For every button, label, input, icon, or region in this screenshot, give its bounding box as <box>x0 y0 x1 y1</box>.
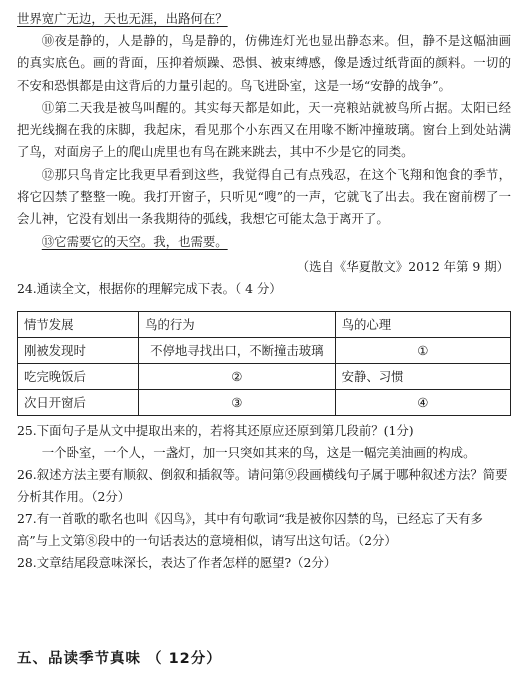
document-page <box>17 8 511 574</box>
answer-blank-1[interactable]: ① <box>335 337 510 363</box>
question-27: 27.有一首歌的歌名也叫《囚鸟》，其中有句歌词“我是被你囚禁的鸟，已经忘了天有多高”与上文第⑧段中的一句话表达的意境相似，请写出这句话。（2分） <box>17 510 483 548</box>
table-cell: 不停地寻找出口，不断撞击玻璃 <box>139 337 336 363</box>
paragraph-11: ⑪第二天我是被鸟叫醒的。其实每天都是如此，天一亮粮站就被鸟所占据。太阳已经把光线搁在我的床脚，我起床，看见那个小东西又在用喙不断冲撞玻璃。窗台上到处站满了鸟，对面房子上的爬山虎里也有鸟在跳来跳去，其中不少是它的同类。 <box>17 99 511 160</box>
table-row <box>18 389 511 415</box>
paragraph-13 <box>17 231 511 253</box>
table-header-cell: 鸟的心理 <box>335 311 510 337</box>
paragraph-10: ⑩夜是静的，人是静的，鸟是静的，仿佛连灯光也显出静态来。但，静不是这幅油画的真实底色。画的背面，压抑着烦躁、恐惧、被束缚感，像是透过纸背面的颜料。一切的不安和恐惧都是由这背后的力量引起的。鸟飞进卧室，这是一场“安静的战争”。 <box>17 33 511 93</box>
source-citation: （选自《华夏散文》2012 年第 9 期） <box>296 258 509 274</box>
answer-blank-4[interactable]: ④ <box>335 389 510 415</box>
table-cell: 次日开窗后 <box>18 389 139 415</box>
question-24: 24.通读全文，根据你的理解完成下表。（ 4 分） <box>17 280 282 296</box>
question-25-sentence: 一个卧室，一个人，一盏灯，加一只突如其来的鸟，这是一幅完美油画的构成。 <box>41 444 476 460</box>
question-28: 28.文章结尾段意味深长，表达了作者怎样的愿望?（2分） <box>17 554 337 570</box>
table-cell: 刚被发现时 <box>18 337 139 363</box>
answer-blank-2[interactable]: ② <box>139 363 336 389</box>
table-cell: 安静、习惯 <box>335 363 510 389</box>
section-heading: 五、品读季节真味 （ 12分） <box>17 651 222 667</box>
table-row <box>18 337 511 363</box>
top-line-underlined: 世界宽广无边，天也无涯，出路何在？ <box>17 11 228 26</box>
paragraph-13-underlined: ⑬它需要它的天空。我，也需要。 <box>41 233 228 249</box>
table-cell: 吃完晚饭后 <box>18 363 139 389</box>
paragraph-12: ⑫那只鸟肯定比我更早看到这些，我觉得自己有点残忍，在这个飞翔和饱食的季节，将它囚禁了整整一晚。我打开窗子，只听见“嗖”的一声，它就飞了出去。我在窗前楞了一会儿神，它没有划出一条我期待的弧线，我想它可能太急于离开了。 <box>17 166 511 227</box>
table-header-cell: 情节发展 <box>18 311 139 337</box>
question-26: 26.叙述方法主要有顺叙、倒叙和插叙等。请问第⑨段画横线句子属于哪种叙述方法？简要分析其作用。（2分） <box>17 466 508 504</box>
table-header-cell: 鸟的行为 <box>139 311 336 337</box>
answer-blank-3[interactable]: ③ <box>139 389 336 415</box>
answer-table <box>17 311 511 416</box>
table-header-row <box>18 311 511 337</box>
table-row <box>18 363 511 389</box>
question-25: 25.下面句子是从文中提取出来的，若将其还原应还原到第几段前？(1分) <box>17 422 414 438</box>
